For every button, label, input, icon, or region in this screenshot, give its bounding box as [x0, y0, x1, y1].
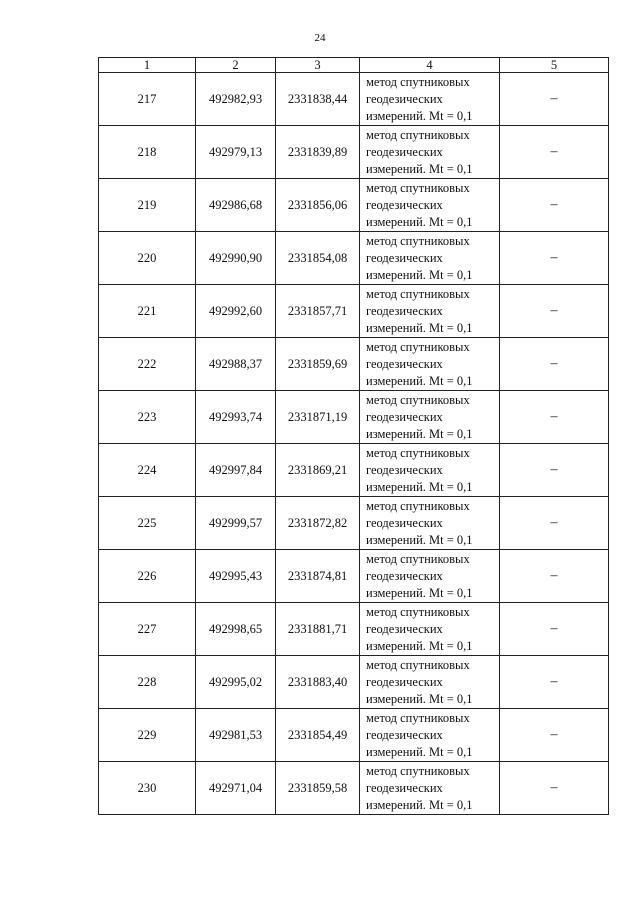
method-text-line2: геодезических	[366, 780, 443, 795]
page-number: 24	[314, 32, 326, 44]
method-text-line1: метод спутниковых	[366, 286, 470, 301]
method-text-line1: метод спутниковых	[366, 445, 470, 460]
note-dash: –	[500, 762, 609, 815]
method-description	[360, 338, 500, 391]
coordinate-y: 2331883,40	[276, 656, 360, 709]
method-text-line1: метод спутниковых	[366, 604, 470, 619]
note-dash: –	[500, 232, 609, 285]
method-description	[360, 603, 500, 656]
method-text-line3: измерений. Mt = 0,1	[366, 638, 473, 653]
header-col-2: 2	[196, 58, 276, 73]
method-text-line2: геодезических	[366, 515, 443, 530]
note-dash: –	[500, 550, 609, 603]
coordinate-x: 492981,53	[196, 709, 276, 762]
method-text-line2: геодезических	[366, 409, 443, 424]
coordinate-y: 2331854,49	[276, 709, 360, 762]
method-description	[360, 762, 500, 815]
coordinate-y: 2331857,71	[276, 285, 360, 338]
point-number: 224	[99, 444, 196, 497]
note-dash: –	[500, 179, 609, 232]
coordinate-y: 2331856,06	[276, 179, 360, 232]
method-text-line1: метод спутниковых	[366, 127, 470, 142]
coordinate-x: 492971,04	[196, 762, 276, 815]
method-text-line1: метод спутниковых	[366, 180, 470, 195]
coordinate-y: 2331859,69	[276, 338, 360, 391]
header-col-3: 3	[276, 58, 360, 73]
note-dash: –	[500, 656, 609, 709]
table-header	[99, 58, 609, 73]
method-description	[360, 709, 500, 762]
coordinate-x: 492995,02	[196, 656, 276, 709]
method-text-line2: геодезических	[366, 250, 443, 265]
table-row	[99, 391, 609, 444]
header-col-4: 4	[360, 58, 500, 73]
method-text-line3: измерений. Mt = 0,1	[366, 108, 473, 123]
note-dash: –	[500, 709, 609, 762]
method-text-line2: геодезических	[366, 568, 443, 583]
point-number: 219	[99, 179, 196, 232]
table-row	[99, 126, 609, 179]
table-row	[99, 656, 609, 709]
method-text-line2: геодезических	[366, 674, 443, 689]
point-number: 227	[99, 603, 196, 656]
point-number: 220	[99, 232, 196, 285]
method-description	[360, 550, 500, 603]
coordinate-y: 2331881,71	[276, 603, 360, 656]
note-dash: –	[500, 444, 609, 497]
coordinate-x: 492993,74	[196, 391, 276, 444]
coordinate-y: 2331838,44	[276, 73, 360, 126]
method-text-line2: геодезических	[366, 462, 443, 477]
method-text-line2: геодезических	[366, 356, 443, 371]
point-number: 230	[99, 762, 196, 815]
coordinate-x: 492988,37	[196, 338, 276, 391]
method-text-line1: метод спутниковых	[366, 710, 470, 725]
table-row	[99, 709, 609, 762]
method-text-line3: измерений. Mt = 0,1	[366, 320, 473, 335]
method-text-line3: измерений. Mt = 0,1	[366, 744, 473, 759]
point-number: 222	[99, 338, 196, 391]
coordinates-table	[98, 57, 609, 815]
coordinate-x: 492990,90	[196, 232, 276, 285]
coordinate-x: 492997,84	[196, 444, 276, 497]
method-text-line3: измерений. Mt = 0,1	[366, 479, 473, 494]
method-text-line3: измерений. Mt = 0,1	[366, 797, 473, 812]
table-row	[99, 232, 609, 285]
coordinate-y: 2331854,08	[276, 232, 360, 285]
coordinate-y: 2331859,58	[276, 762, 360, 815]
note-dash: –	[500, 338, 609, 391]
method-description	[360, 232, 500, 285]
coordinate-x: 492986,68	[196, 179, 276, 232]
table-row	[99, 497, 609, 550]
method-text-line3: измерений. Mt = 0,1	[366, 691, 473, 706]
coordinate-y: 2331839,89	[276, 126, 360, 179]
coordinate-x: 492998,65	[196, 603, 276, 656]
header-row	[99, 58, 609, 73]
note-dash: –	[500, 603, 609, 656]
method-text-line2: геодезических	[366, 197, 443, 212]
point-number: 226	[99, 550, 196, 603]
point-number: 217	[99, 73, 196, 126]
method-text-line3: измерений. Mt = 0,1	[366, 426, 473, 441]
table-row	[99, 550, 609, 603]
point-number: 223	[99, 391, 196, 444]
point-number: 229	[99, 709, 196, 762]
method-description	[360, 497, 500, 550]
coordinate-x: 492995,43	[196, 550, 276, 603]
method-text-line1: метод спутниковых	[366, 657, 470, 672]
method-text-line1: метод спутниковых	[366, 551, 470, 566]
header-col-1: 1	[99, 58, 196, 73]
method-text-line2: геодезических	[366, 621, 443, 636]
note-dash: –	[500, 497, 609, 550]
coordinate-x: 492999,57	[196, 497, 276, 550]
method-text-line1: метод спутниковых	[366, 233, 470, 248]
table-row	[99, 285, 609, 338]
coordinate-x: 492992,60	[196, 285, 276, 338]
table-body	[99, 73, 609, 815]
method-text-line3: измерений. Mt = 0,1	[366, 373, 473, 388]
table-row	[99, 179, 609, 232]
method-description	[360, 73, 500, 126]
table-row	[99, 73, 609, 126]
method-text-line3: измерений. Mt = 0,1	[366, 214, 473, 229]
method-text-line2: геодезических	[366, 144, 443, 159]
method-text-line1: метод спутниковых	[366, 498, 470, 513]
coordinate-y: 2331869,21	[276, 444, 360, 497]
point-number: 221	[99, 285, 196, 338]
coordinate-x: 492979,13	[196, 126, 276, 179]
table-row	[99, 444, 609, 497]
note-dash: –	[500, 391, 609, 444]
point-number: 225	[99, 497, 196, 550]
coordinate-y: 2331871,19	[276, 391, 360, 444]
method-text-line2: геодезических	[366, 91, 443, 106]
coordinate-y: 2331874,81	[276, 550, 360, 603]
table-row	[99, 603, 609, 656]
method-text-line2: геодезических	[366, 727, 443, 742]
method-text-line3: измерений. Mt = 0,1	[366, 161, 473, 176]
method-text-line3: измерений. Mt = 0,1	[366, 532, 473, 547]
method-description	[360, 179, 500, 232]
coordinate-x: 492982,93	[196, 73, 276, 126]
method-text-line3: измерений. Mt = 0,1	[366, 267, 473, 282]
method-description	[360, 126, 500, 179]
header-col-5: 5	[500, 58, 609, 73]
point-number: 218	[99, 126, 196, 179]
method-description	[360, 285, 500, 338]
method-description	[360, 444, 500, 497]
point-number: 228	[99, 656, 196, 709]
table-row	[99, 338, 609, 391]
method-description	[360, 656, 500, 709]
note-dash: –	[500, 73, 609, 126]
method-text-line3: измерений. Mt = 0,1	[366, 585, 473, 600]
method-text-line1: метод спутниковых	[366, 392, 470, 407]
note-dash: –	[500, 285, 609, 338]
method-text-line1: метод спутниковых	[366, 763, 470, 778]
method-text-line2: геодезических	[366, 303, 443, 318]
method-text-line1: метод спутниковых	[366, 74, 470, 89]
table-row	[99, 762, 609, 815]
note-dash: –	[500, 126, 609, 179]
method-text-line1: метод спутниковых	[366, 339, 470, 354]
method-description	[360, 391, 500, 444]
coordinate-y: 2331872,82	[276, 497, 360, 550]
